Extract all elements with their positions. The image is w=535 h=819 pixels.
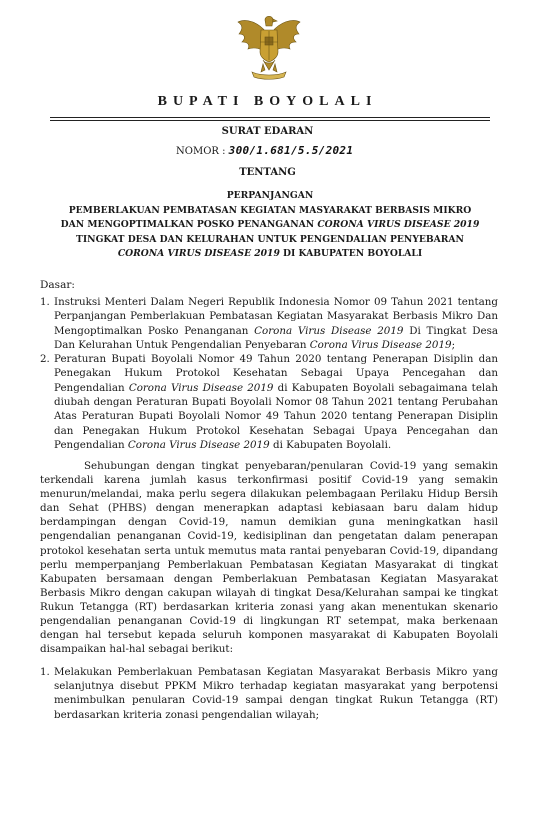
- about-label: TENTANG: [239, 167, 296, 178]
- dasar-list: [40, 295, 498, 452]
- dasar-label: Dasar:: [40, 279, 75, 291]
- title-line-2: PEMBERLAKUAN PEMBATASAN KEGIATAN MASYARAKAT BERBASIS MIKRO: [68, 204, 472, 216]
- title-line-1: PERPANJANGAN: [226, 190, 314, 201]
- header-rule-thin: [50, 120, 490, 121]
- document-number: [176, 144, 353, 157]
- document-number-value: 300/1.681/5.5/2021: [228, 144, 354, 157]
- title-line-4: TINGKAT DESA DAN KELURAHAN UNTUK PENGENDALIAN PENYEBARAN: [76, 233, 464, 245]
- issuer-heading: BUPATI BOYOLALI: [157, 94, 378, 109]
- dasar-item-1: 1. Instruksi Menteri Dalam Negeri Republik Indonesia Nomor 09 Tahun 2021 tentang Perpanjangan Pemberlakuan Pembatasan Kegiatan Masyarakat Berbasis Mikro Dan Mengoptimalkan Posko Penanganan Corona Virus Disease 2019 Di Tingkat Desa Dan Kelurahan Untuk Pengendalian Penyebaran Corona Virus Disease 2019;: [40, 296, 499, 351]
- document-number-label: NOMOR :: [176, 146, 226, 157]
- instruction-list: [40, 665, 498, 722]
- document-title: [40, 189, 500, 262]
- instruction-item-1: 1. Melakukan Pemberlakuan Pembatasan Kegiatan Masyarakat Berbasis Mikro yang selanjutnya disebut PPKM Mikro terhadap kegiatan masyarakat yang berpotensi menimbulkan penularan Covid-19 sampai dengan tingkat Rukun Tetangga (RT) berdasarkan kriteria zonasi pengendalian wilayah;: [40, 666, 498, 721]
- header-rule-thick: [50, 117, 490, 118]
- dasar-item-2: 2. Peraturan Bupati Boyolali Nomor 49 Tahun 2020 tentang Penerapan Disiplin dan Penegakan Hukum Protokol Kesehatan Sebagai Upaya Pencegahan dan Pengendalian Corona Virus Disease 2019 di Kabupaten Boyolali sebagaimana telah diubah dengan Peraturan Bupati Boyolali Nomor 08 Tahun 2021 tentang Perubahan Atas Peraturan Bupati Boyolali Nomor 49 Tahun 2020 tentang Penerapan Disiplin dan Penegakan Hukum Protokol Kesehatan Sebagai Upaya Pencegahan dan Pengendalian Corona Virus Disease 2019 di Kabupaten Boyolali.: [40, 353, 498, 451]
- document-type: SURAT EDARAN: [221, 126, 314, 137]
- title-line-3: DAN MENGOPTIMALKAN POSKO PENANGANAN CORONA VIRUS DISEASE 2019: [60, 219, 480, 230]
- garuda-emblem-icon: [236, 12, 302, 82]
- body-paragraph: Sehubungan dengan tingkat penyebaran/penularan Covid-19 yang semakin terkendali karena jumlah kasus terkonfirmasi positif Covid-19 yang semakin menurun/melandai, maka perlu segera dilakukan pelembagaan Perilaku Hidup Bersih dan Sehat (PHBS) dengan menerapkan adaptasi kebiasaan baru dalam hidup berdampingan dengan Covid-19, namun demikian guna meningkatkan hasil pengendalian penanganan Covid-19, kedisiplinan dan pengetatan dalam penerapan protokol kesehatan serta untuk memutus mata rantai penyebaran Covid-19, dipandang perlu memperpanjang Pemberlakuan Pembatasan Kegiatan Masyarakat di tingkat Kabupaten bersamaan dengan Pemberlakuan Pembatasan Kegiatan Masyarakat Berbasis Mikro dengan cakupan wilayah di tingkat Desa/Kelurahan sampai ke tingkat Rukun Tetangga (RT) berdasarkan kriteria zonasi yang akan menentukan skenario pengendalian penanganan Covid-19 di lingkungan RT setempat, maka berkenaan dengan hal tersebut kepada seluruh komponen masyarakat di Kabupaten Boyolali disampaikan hal-hal sebagai berikut:: [40, 460, 498, 656]
- title-line-5: CORONA VIRUS DISEASE 2019 DI KABUPATEN BOYOLALI: [117, 248, 423, 259]
